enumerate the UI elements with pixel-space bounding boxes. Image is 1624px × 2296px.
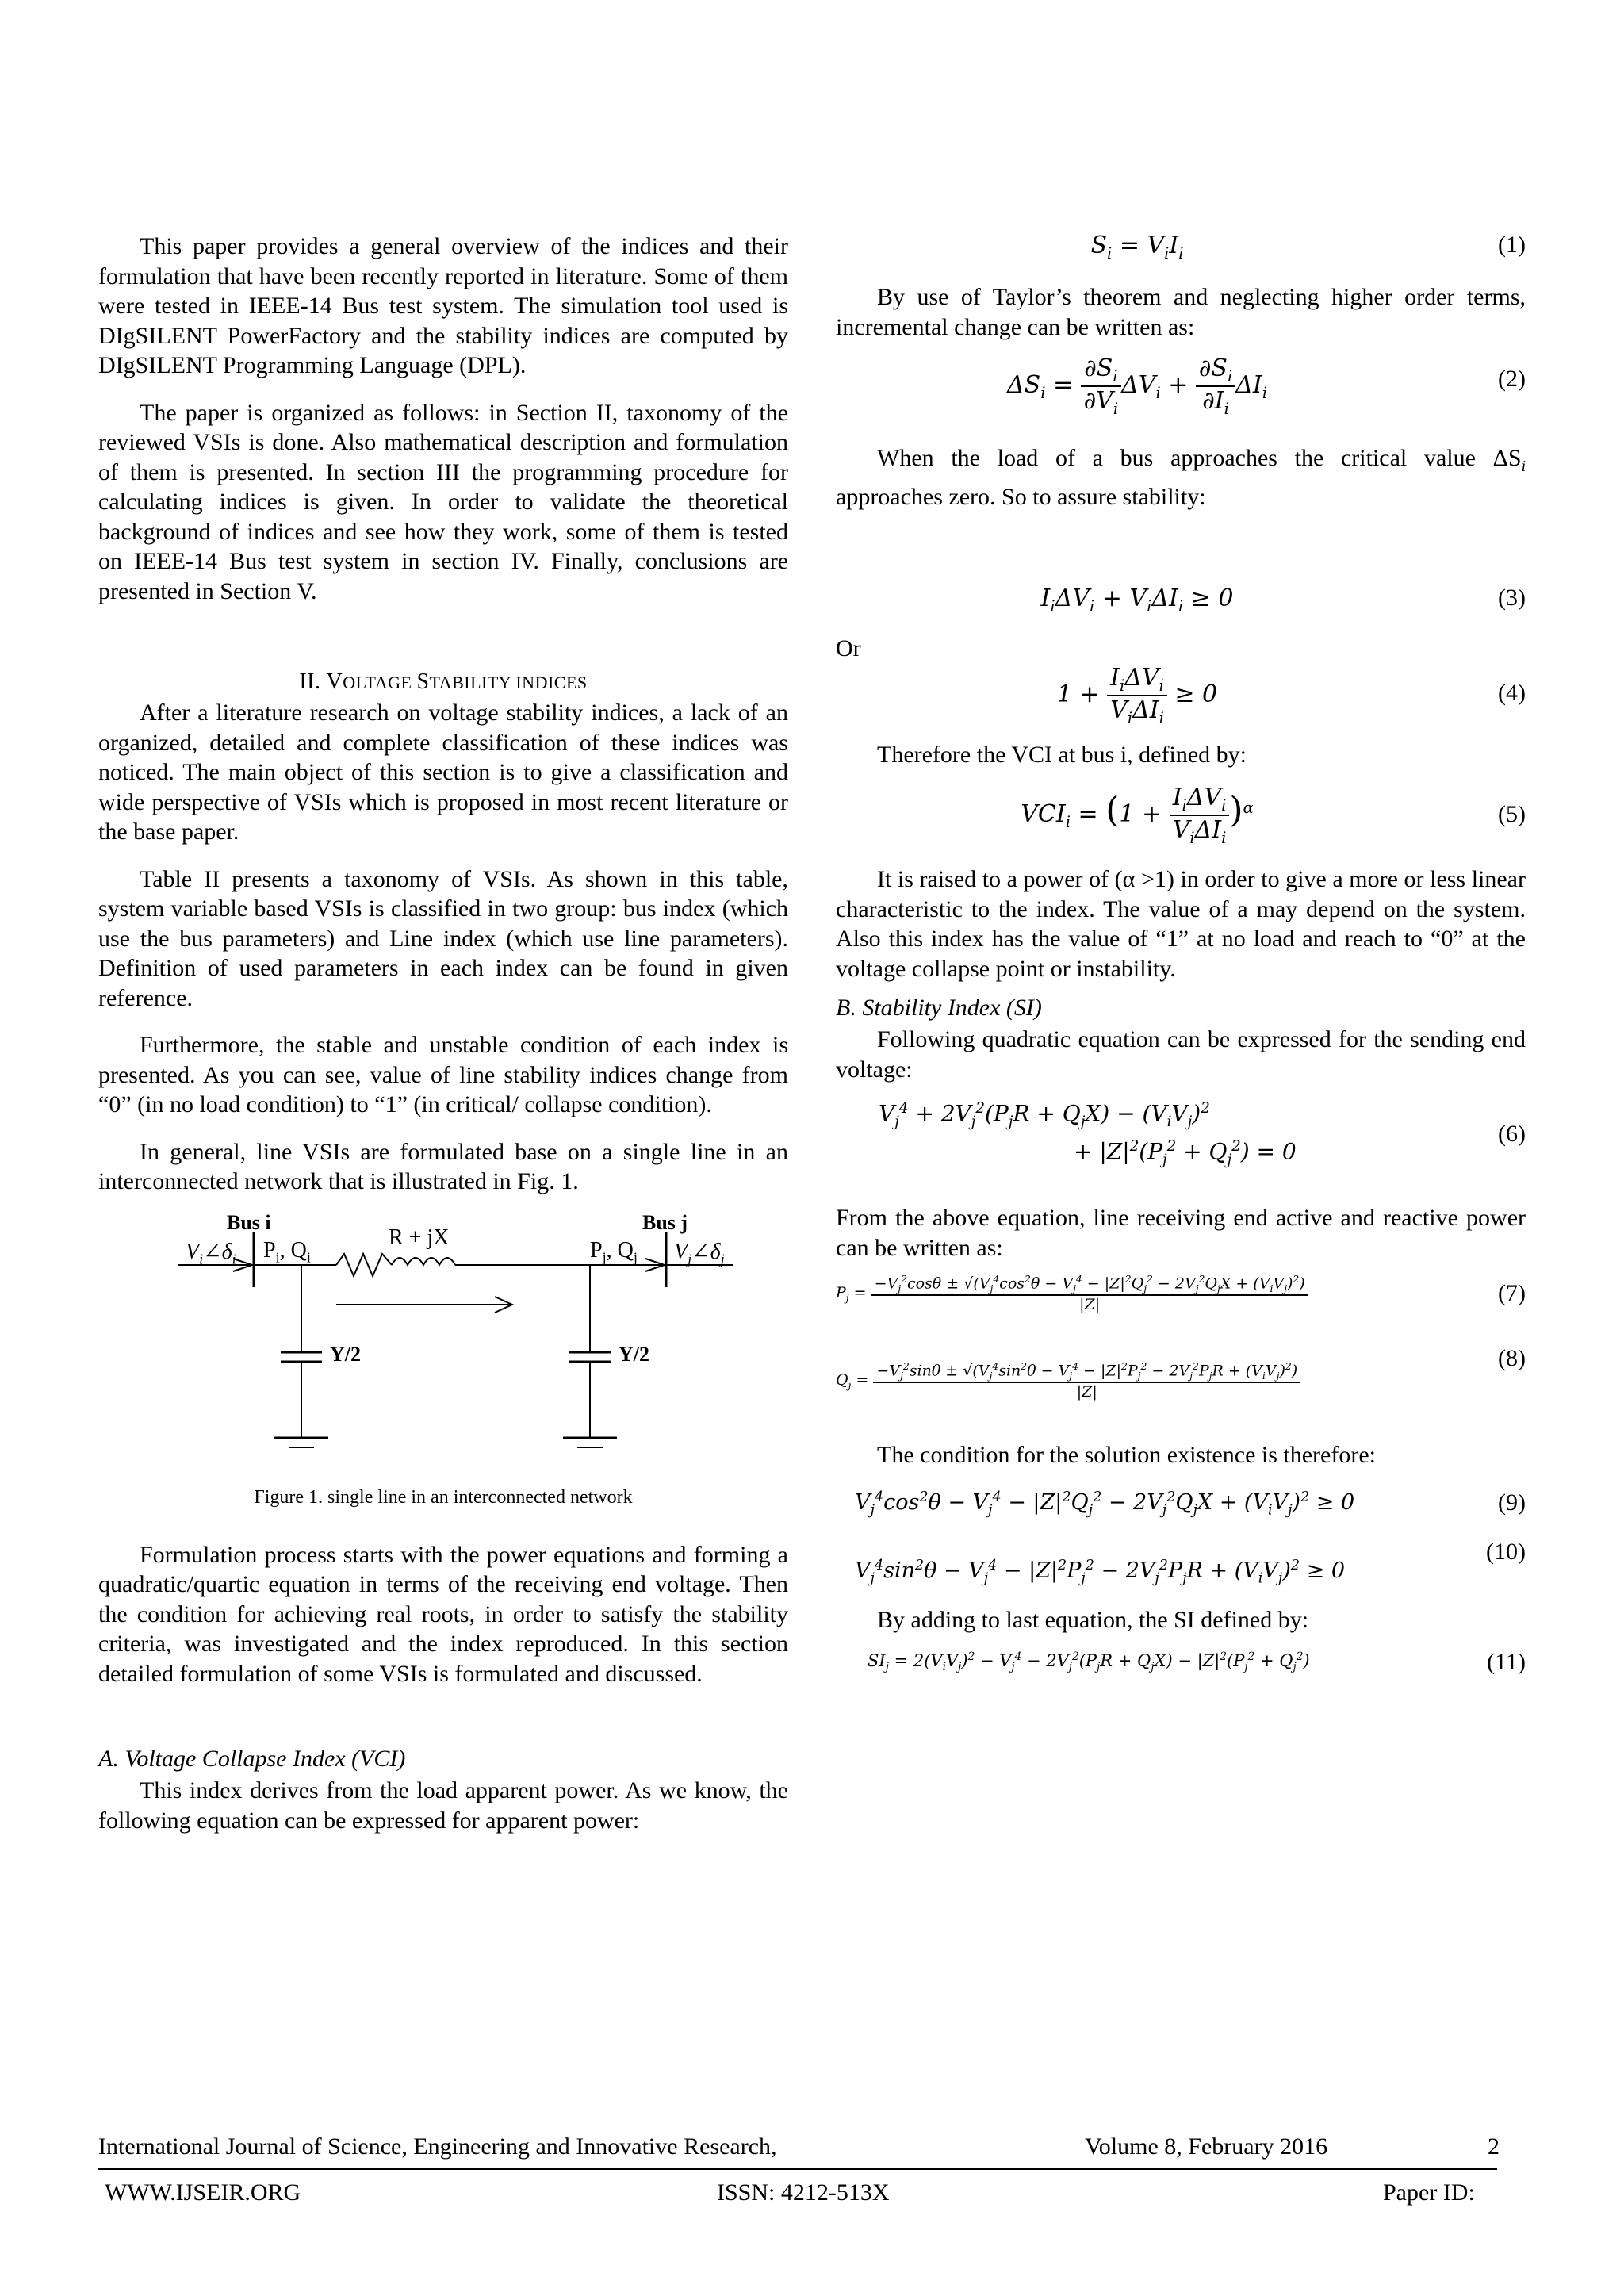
paragraph: After a literature research on voltage stability indices, a lack of an organized, detailed and complete classification of these indices was noticed. The main object of this section is to give a classification and wide perspective of VSIs which is proposed in most recent literature or the base paper. [98, 700, 788, 845]
left-column [98, 232, 788, 1835]
admittance-left-label: Y/2 [330, 1342, 361, 1366]
paragraph: By adding to last equation, the SI defined by: [877, 1606, 1309, 1633]
figure-caption: Figure 1. single line in an interconnected network [254, 1486, 633, 1508]
equation-7: $P_j$ = $\frac{-V_j^2\cos\theta \pm √(V_j^4\cos^2\theta - V_j^4 - |Z|^2Q_j^2 - 2V_j^2Q_jX + (V_iV_j)^2)}{|Z|}$ (7) [836, 1274, 1526, 1314]
website: WWW.IJSEIR.ORG [105, 2179, 301, 2206]
vj-label: $V_j\angle\delta_j$ [674, 1239, 725, 1267]
section-heading: II. VOLTAGE STABILITY INDICES [299, 669, 588, 694]
paragraph: The paper is organized as follows: in Section II, taxonomy of the reviewed VSIs is done. Also mathematical description and formulation of them is presented. In section III the programming procedure for calculating indices is given. In order to validate the theoretical background of indices and see how they work, some of them is tested on IEEE-14 Bus test system in section IV. Finally, conclusions are presented in Section V. [98, 399, 788, 604]
equation-number: (3) [1498, 585, 1526, 611]
equation-number: (8) [1498, 1345, 1526, 1371]
equation-6: $V_j^4 + 2V_j^2(P_jR + Q_jX) - (V_iV_j)^2$ + $|Z|^2(P_j^2 + Q_j^2) = 0$ (6) [879, 1100, 1526, 1168]
equation-number: (4) [1498, 679, 1526, 706]
bus-j-label: Bus j [642, 1210, 688, 1234]
paragraph: In general, line VSIs are formulated base on a single line in an interconnected network that is illustrated in Fig. 1. [98, 1138, 788, 1194]
equation-number: (1) [1498, 232, 1526, 258]
pj-qj-label: $P_j$, $Q_j$ [590, 1237, 638, 1266]
issn: ISSN: 4212-513X [717, 2179, 890, 2206]
equation-9: $V_j^4\cos^2\theta - V_j^4 - |Z|^2Q_j^2 - 2V_j^2Q_jX + (V_iV_j)^2 \ge 0$ (9) [855, 1489, 1526, 1518]
paragraph: Table II presents a taxonomy of VSIs. As shown in this table, system variable based VSIs is classified in two group: bus index (which use the bus parameters) and Line index (which use line parameters). Definition of used parameters in each index can be found in given reference. [98, 865, 788, 1011]
paper-id: Paper ID: [1383, 2179, 1475, 2206]
equation-number: (10) [1486, 1538, 1526, 1565]
paragraph: Therefore the VCI at bus i, defined by: [877, 741, 1247, 768]
paragraph: It is raised to a power of (α >1) in order to give a more or less linear characteristic to the index. The value of a may depend on the system. Also this index has the value of “1” at no load and reach to “0” at the voltage collapse point or instability. [836, 866, 1526, 982]
equation-2: $\Delta S_i$ = $\frac{\partial S_i}{\partial V_i}$ $\Delta V_i$ + $\frac{\partial S_i}{\partial I_i}$ $\Delta I_i$ (2) [1006, 355, 1526, 418]
equation-10: $V_j^4\sin^2\theta - V_j^4 - |Z|^2P_j^2 - 2V_j^2P_jR + (V_iV_j)^2 \ge 0$ (10) [855, 1538, 1526, 1586]
right-column [836, 232, 1526, 1690]
equation-number: (6) [1498, 1121, 1526, 1147]
footer-rule [98, 2168, 1497, 2170]
or-label: Or [836, 635, 861, 661]
equation-number: (9) [1498, 1489, 1526, 1516]
paragraph: Formulation process starts with the power equations and forming a quadratic/quartic equation in terms of the receiving end voltage. Then the condition for achieving real roots, in order to satisfy the stability criteria, was investigated and the index reproduced. In this section detailed formulation of some VSIs is formulated and discussed. [98, 1541, 788, 1687]
bus-i-label: Bus i [227, 1210, 271, 1234]
paragraph: Furthermore, the stable and unstable condition of each index is presented. As you can see, value of line stability indices change from “0” (in no load condition) to “1” (in critical/ collapse condition). [98, 1032, 788, 1117]
equation-number: (2) [1498, 366, 1526, 392]
paragraph: This paper provides a general overview of the indices and their formulation that have been recently reported in literature. Some of them were tested in IEEE-14 Bus test system. The simulation tool used is DIgSILENT PowerFactory and the stability indices are computed by DIgSILENT Programming Language (DPL). [98, 233, 788, 378]
subsection-heading: A. Voltage Collapse Index (VCI) [98, 1746, 406, 1772]
journal-name: International Journal of Science, Engineering and Innovative Research, [98, 2133, 777, 2160]
paragraph: When the load of a bus approaches the critical value $\Delta S_i$ approaches zero. So to assure stability: [836, 445, 1526, 510]
paragraph: The condition for the solution existence is therefore: [877, 1442, 1376, 1468]
subsection-heading: B. Stability Index (SI) [836, 995, 1042, 1021]
paragraph: This index derives from the load apparent power. As we know, the following equation can be expressed for apparent power: [98, 1777, 788, 1834]
paragraph: From the above equation, line receiving end active and reactive power can be written as: [836, 1205, 1526, 1261]
equation-3: $I_i\Delta V_i + V_i\Delta I_i \ge 0$ (3) [1040, 585, 1526, 615]
impedance-label: R + jX [389, 1225, 450, 1250]
equation-number: (11) [1487, 1649, 1526, 1675]
equation-5: $VCI_i = (1$ + $\frac{I_i\Delta V_i}{V_i\Delta I_i}$ )$^\alpha$ (5) [1021, 784, 1526, 847]
page-number: 2 [1488, 2133, 1500, 2160]
paragraph: Following quadratic equation can be expressed for the sending end voltage: [836, 1026, 1526, 1083]
volume-info: Volume 8, February 2016 [1085, 2133, 1328, 2160]
figure-1 [98, 1208, 788, 1485]
equation-number: (7) [1498, 1280, 1526, 1306]
admittance-right-label: Y/2 [619, 1342, 649, 1366]
paragraph: By use of Taylor’s theorem and neglecting higher order terms, incremental change can be written as: [836, 284, 1526, 340]
equation-number: (5) [1498, 801, 1526, 827]
vi-label: $V_i\angle\delta_i$ [186, 1239, 236, 1267]
pi-qi-label: $P_i$, $Q_i$ [263, 1237, 311, 1266]
equation-8: $Q_j$ = $\frac{-V_j^2\sin\theta \pm √(V_j^4\sin^2\theta - V_j^4 - |Z|^2P_j^2 - 2V_j^2P_jR + (V_iV_j)^2)}{|Z|}$ (8) [836, 1345, 1526, 1401]
equation-11: $SI_j = 2(V_iV_j)^2 - V_j^4 - 2V_j^2(P_jR + Q_jX) - |Z|^2(P_j^2 + Q_j^2)$ (11) [868, 1649, 1526, 1675]
equation-1: $S_i = V_iI_i$ (1) [1090, 232, 1526, 263]
equation-4: 1 + $\frac{I_i\Delta V_i}{V_i\Delta I_i}$ ≥ 0 (4) [1056, 663, 1526, 727]
